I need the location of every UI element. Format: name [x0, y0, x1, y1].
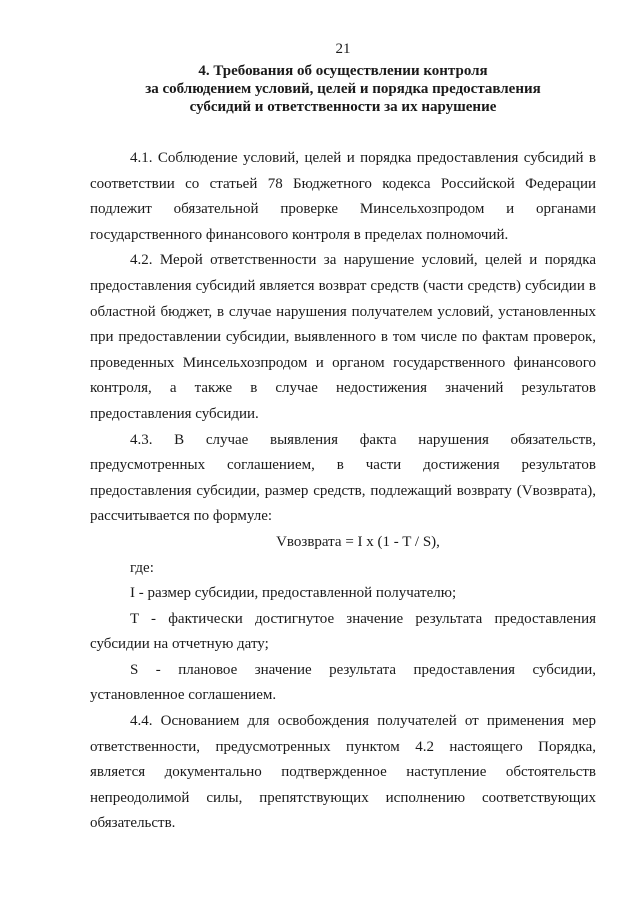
heading-line-3: субсидий и ответственности за их нарушение: [189, 99, 497, 115]
paragraph-4-3: 4.3. В случае выявления факта нарушения обязательств, предусмотренных соглашением, в части достижения результатов предоставления субсидии, размер средств, подлежащий возврату (Vвозврата), рассчитывается по формуле:: [90, 431, 596, 525]
definition-t: T - фактически достигнутое значение результата предоставления субсидии на отчетную дату;: [90, 610, 596, 653]
page-number: 21: [335, 41, 351, 57]
paragraph-4-1: 4.1. Соблюдение условий, целей и порядка предоставления субсидий в соответствии со статьей 78 Бюджетного кодекса Российской Федерации подлежит обязательной проверке Минсельхозпродом и органами государственного финансового контроля в пределах полномочий.: [90, 150, 596, 243]
paragraph-4-4: 4.4. Основанием для освобождения получателей от применения мер ответственности, предусмотренных пунктом 4.2 настоящего Порядка, является документально подтвержденное наступление обстоятельств непреодолимой силы, препятствующих исполнению соответствующих обязательств.: [90, 713, 596, 832]
heading-line-1: 4. Требования об осуществлении контроля: [198, 63, 488, 79]
heading-line-2: за соблюдением условий, целей и порядка предоставления: [145, 81, 541, 97]
section-heading: [90, 62, 596, 116]
paragraph-4-2: 4.2. Мерой ответственности за нарушение условий, целей и порядка предоставления субсидий является возврат средств (части средств) субсидии в областной бюджет, в случае нарушения получателем условий, установленных при предоставлении субсидии, выявленного в том числе по фактам проверок, проведенных Минсельхозпродом и органом государственного финансового контроля, а также в случае недостижения значений результатов предоставления субсидии.: [90, 252, 596, 422]
where-label: где:: [130, 559, 154, 576]
definition-s: S - плановое значение результата предоставления субсидии, установленное соглашением.: [90, 661, 596, 704]
document-body: [90, 146, 596, 837]
definition-i: I - размер субсидии, предоставленной получателю;: [130, 585, 457, 602]
refund-formula: Vвозврата = I x (1 - T / S),: [276, 533, 440, 550]
